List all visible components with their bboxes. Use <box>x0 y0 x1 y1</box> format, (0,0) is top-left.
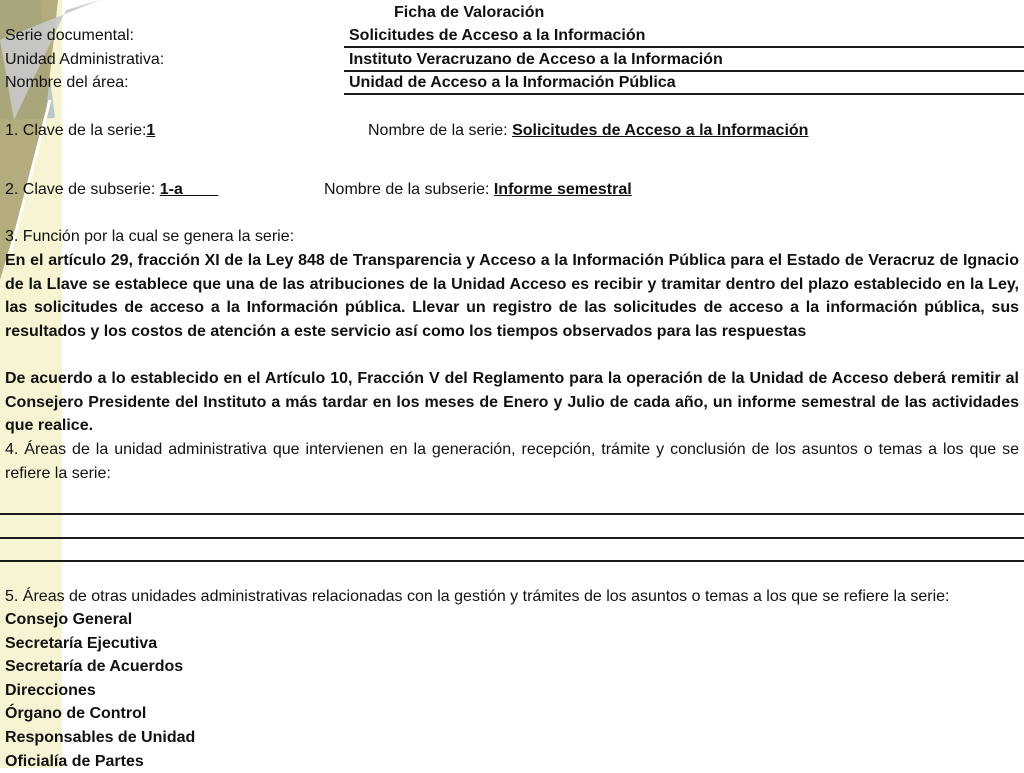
nombre-area-label: Nombre del área: <box>5 74 129 91</box>
nombre-subserie-label: Nombre de la subserie: <box>324 181 494 198</box>
page-title: Ficha de Valoración <box>394 4 545 21</box>
unidad-administrativa-label: Unidad Administrativa: <box>5 51 165 68</box>
blank-answer-line <box>0 513 1024 515</box>
divider-line <box>344 70 1024 72</box>
list-item: Oficialía de Partes <box>5 752 144 770</box>
funcion-paragraph-1: En el artículo 29, fracción XI de la Ley 848 de Transparencia y Acceso a la Información Pública para el Estado de Veracruz de Ignacio de la Llave se establece que una de las atribuciones de la Unidad Acceso es recibir y tramitar dentro del plazo establecido en la Ley, las solicitudes de acceso a la Información pública. Llevar un registro de las solicitudes de acceso a la información pública, sus resultados y los costos de atención a este servicio así como los tiempos observados para las respuestas <box>5 252 1019 340</box>
nombre-serie <box>368 121 808 141</box>
serie-documental-value: Solicitudes de Acceso a la Información <box>349 27 646 44</box>
clave-serie-value: 1 <box>146 122 156 139</box>
list-item: Consejo General <box>5 611 133 628</box>
nombre-serie-value: Solicitudes de Acceso a la Información <box>512 122 809 139</box>
funcion-label: 3. Función por la cual se genera la serie: <box>5 228 295 245</box>
clave-serie <box>5 121 155 141</box>
list-item: Secretaría de Acuerdos <box>5 658 184 676</box>
clave-subserie-blank <box>183 181 219 198</box>
nombre-subserie-value: Informe semestral <box>493 181 632 198</box>
funcion-paragraph-2: De acuerdo a lo establecido en el Artículo 10, Fracción V del Reglamento para la operación de la Unidad de Acceso deberá remitir al Consejero Presidente del Instituto a más tardar en los meses de Enero y Julio de cada año, un informe semestral de las actividades que realice. <box>5 370 1019 434</box>
areas-internas-label: 4. Áreas de la unidad administrativa que intervienen en la generación, recepción, trámite y conclusión de los asuntos o temas a los que se refiere la serie: <box>5 441 1019 482</box>
serie-documental-label: Serie documental: <box>5 27 134 44</box>
nombre-serie-label: Nombre de la serie: <box>368 122 513 139</box>
nombre-area-value: Unidad de Acceso a la Información Pública <box>349 74 676 91</box>
divider-line <box>344 46 1024 48</box>
clave-subserie <box>5 180 218 200</box>
areas-otras-list <box>5 608 195 773</box>
areas-otras-label: 5. Áreas de otras unidades administrativas relacionadas con la gestión y trámites de los asuntos o temas a los que se refiere la serie: <box>5 588 950 605</box>
clave-subserie-code: 1-a <box>159 181 183 198</box>
blank-answer-line <box>0 560 1024 562</box>
nombre-subserie <box>324 180 632 200</box>
clave-serie-label: 1. Clave de la serie: <box>5 122 147 139</box>
divider-line <box>344 93 1024 95</box>
list-item: Direcciones <box>5 681 96 699</box>
list-item: Secretaría Ejecutiva <box>5 634 158 652</box>
list-item: Órgano de Control <box>5 705 147 723</box>
clave-subserie-label: 2. Clave de subserie: <box>5 181 160 198</box>
unidad-administrativa-value: Instituto Veracruzano de Acceso a la Información <box>349 51 723 68</box>
list-item: Responsables de Unidad <box>5 728 196 746</box>
clave-subserie-value <box>160 181 219 198</box>
blank-answer-line <box>0 537 1024 539</box>
